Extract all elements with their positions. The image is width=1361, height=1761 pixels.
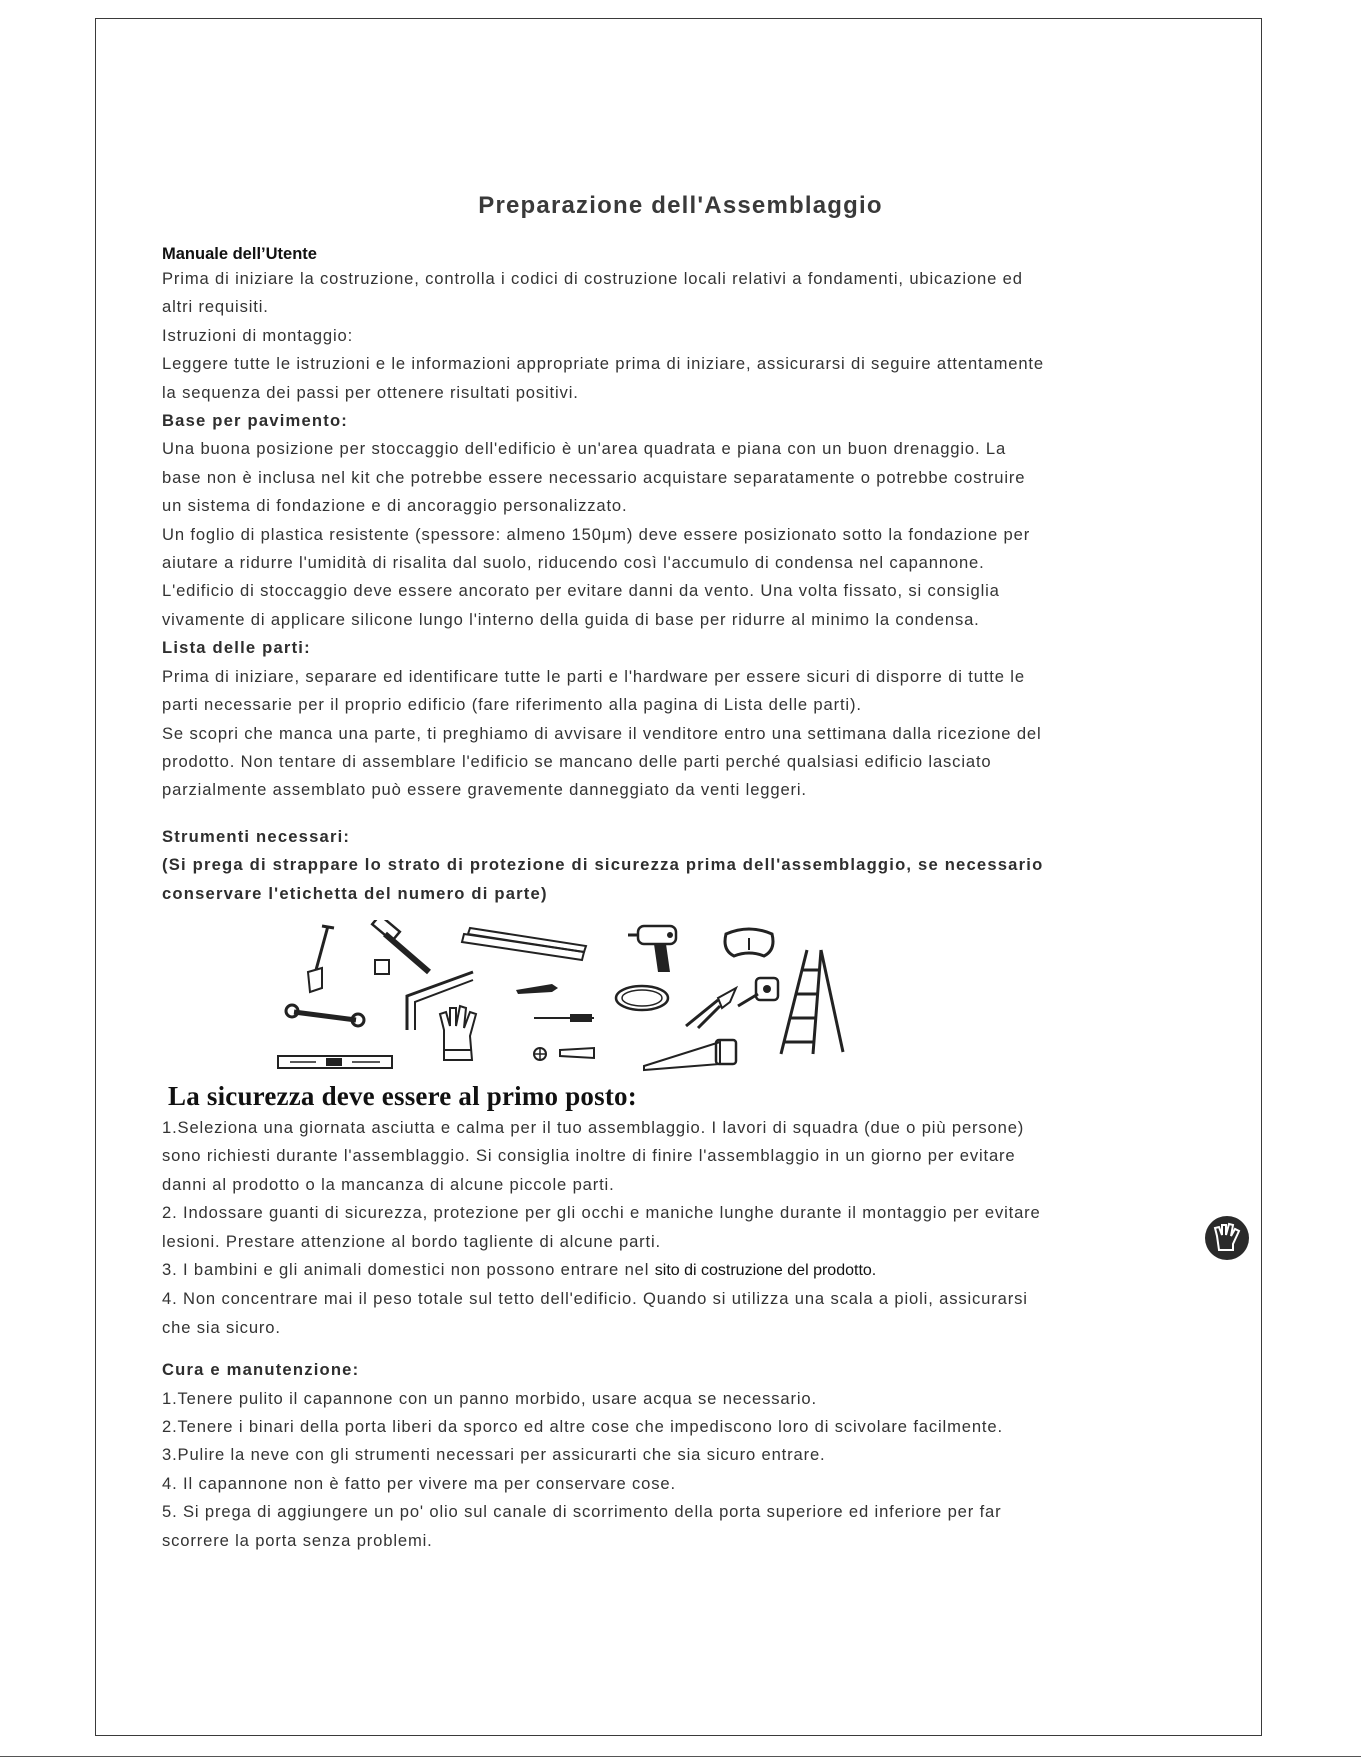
care-section (162, 1356, 1222, 1555)
base-line: aiutare a ridurre l'umidità di risalita dal suolo, riducendo così l'accumulo di condensa nel capannone. (162, 553, 985, 573)
saw-icon (640, 1036, 740, 1072)
care-line: scorrere la porta senza problemi. (162, 1530, 433, 1550)
intro-line: altri requisiti. (162, 297, 269, 317)
safety-line: sono richiesti durante l'assemblaggio. Si consiglia inoltre di finire l'assemblaggio in un giorno per evitare (162, 1146, 1016, 1166)
goggles-icon (720, 924, 778, 962)
manual-label: Manuale dell’Utente (162, 245, 317, 263)
parts-line: parti necessarie per il proprio edificio (fare riferimento alla pagina di Lista delle parti). (162, 695, 862, 715)
tools-heading: Strumenti necessari: (162, 826, 351, 846)
base-line: base non è inclusa nel kit che potrebbe essere necessario acquistare separatamente o potrebbe costruire (162, 467, 1026, 487)
intro-line: Istruzioni di montaggio: (162, 325, 354, 345)
base-line: un sistema di fondazione e di ancoraggio personalizzato. (162, 496, 628, 516)
base-line: L'edificio di stoccaggio deve essere ancorato per evitare danni da vento. Una volta fissato, si consiglia (162, 581, 1000, 601)
care-line: 4. Il capannone non è fatto per vivere ma per conservare cose. (162, 1473, 676, 1493)
glove-icon (434, 1000, 482, 1062)
base-line: Una buona posizione per stoccaggio dell'edificio è un'area quadrata e piana con un buon drenaggio. La (162, 439, 1007, 459)
parts-line: parzialmente assemblato può essere gravemente danneggiato da venti leggeri. (162, 780, 807, 800)
safety-line: che sia sicuro. (162, 1317, 281, 1337)
document-body (162, 243, 1222, 1555)
wire-coil-icon (612, 980, 678, 1018)
wood-planks-icon (460, 926, 590, 966)
wrench-icon (282, 1000, 368, 1030)
shovel-icon (300, 922, 340, 994)
tools-note: (Si prega di strappare lo strato di protezione di sicurezza prima dell'assemblaggio, se necessario (162, 855, 1044, 875)
level-icon (276, 1052, 396, 1072)
tools-section (162, 823, 1222, 1076)
base-heading: Base per pavimento: (162, 411, 349, 431)
safety-heading: La sicurezza deve essere al primo posto: (168, 1080, 637, 1111)
parts-line: Prima di iniziare, separare ed identificare tutte le parti e l'hardware per essere sicuri di disporre di tutte le (162, 666, 1025, 686)
intro-section (162, 265, 1222, 407)
tools-note: conservare l'etichetta del numero di parte) (162, 883, 548, 903)
base-line: Un foglio di plastica resistente (spessore: almeno 150μm) deve essere posizionato sotto la fondazione per (162, 524, 1031, 544)
tape-measure-icon (734, 976, 782, 1012)
safety-line: 1.Seleziona una giornata asciutta e calma per il tuo assemblaggio. I lavori di squadra (due o più persone) (162, 1117, 1025, 1137)
safety-line: danni al prodotto o la mancanza di alcune piccole parti. (162, 1174, 615, 1194)
care-line: 3.Pulire la neve con gli strumenti necessari per assicurarti che sia sicuro entrare. (162, 1445, 826, 1465)
base-line: vivamente di applicare silicone lungo l'interno della guida di base per ridurre al minimo la condensa. (162, 609, 980, 629)
page-title: Preparazione dell'Assemblaggio (478, 192, 883, 219)
care-line: 1.Tenere pulito il capannone con un panno morbido, usare acqua se necessario. (162, 1388, 817, 1408)
care-line: 2.Tenere i binari della porta liberi da sporco ed altre cose che impediscono loro di scivolare facilmente. (162, 1417, 1003, 1436)
utility-knife-icon (512, 978, 562, 998)
parts-line: Se scopri che manca una parte, ti preghiamo di avvisare il venditore entro una settimana dalla ricezione del (162, 723, 1042, 743)
safety-line: 4. Non concentrare mai il peso totale sul tetto dell'edificio. Quando si utilizza una scala a pioli, assicurarsi (162, 1289, 1028, 1309)
intro-line: Leggere tutte le istruzioni e le informazioni appropriate prima di iniziare, assicurarsi di seguire attentamente (162, 354, 1044, 374)
care-line: 5. Si prega di aggiungere un po' olio sul canale di scorrimento della porta superiore ed inferiore per far (162, 1502, 1002, 1522)
pliers-icon (680, 984, 742, 1032)
care-heading: Cura e manutenzione: (162, 1360, 360, 1380)
parts-section (162, 634, 1222, 804)
safety-line-3-part-b: sito di costruzione del prodotto. (654, 1261, 877, 1279)
safety-glove-icon (1205, 1216, 1249, 1260)
safety-line-3 (162, 1256, 1222, 1285)
bottom-rule (0, 1756, 1361, 1757)
tools-illustration (272, 916, 872, 1076)
base-section (162, 407, 1222, 634)
safety-line: 2. Indossare guanti di sicurezza, protezione per gli occhi e maniche lunghe durante il montaggio per evitare (162, 1203, 1041, 1223)
screwdrivers-icon (530, 1008, 600, 1072)
intro-line: Prima di iniziare la costruzione, controlla i codici di costruzione locali relativi a fondamenti, ubicazione ed (162, 269, 1023, 288)
parts-line: prodotto. Non tentare di assemblare l'edificio se mancano delle parti perché qualsiasi edificio lasciato (162, 751, 992, 771)
intro-line: la sequenza dei passi per ottenere risultati positivi. (162, 382, 579, 402)
drill-icon (624, 920, 690, 980)
parts-heading: Lista delle parti: (162, 638, 311, 658)
safety-line: lesioni. Prestare attenzione al bordo tagliente di alcune parti. (162, 1231, 662, 1251)
safety-line-3-part-a: 3. I bambini e gli animali domestici non possono entrare nel (162, 1259, 650, 1279)
ladder-icon (777, 946, 847, 1058)
safety-section (162, 1078, 1222, 1342)
